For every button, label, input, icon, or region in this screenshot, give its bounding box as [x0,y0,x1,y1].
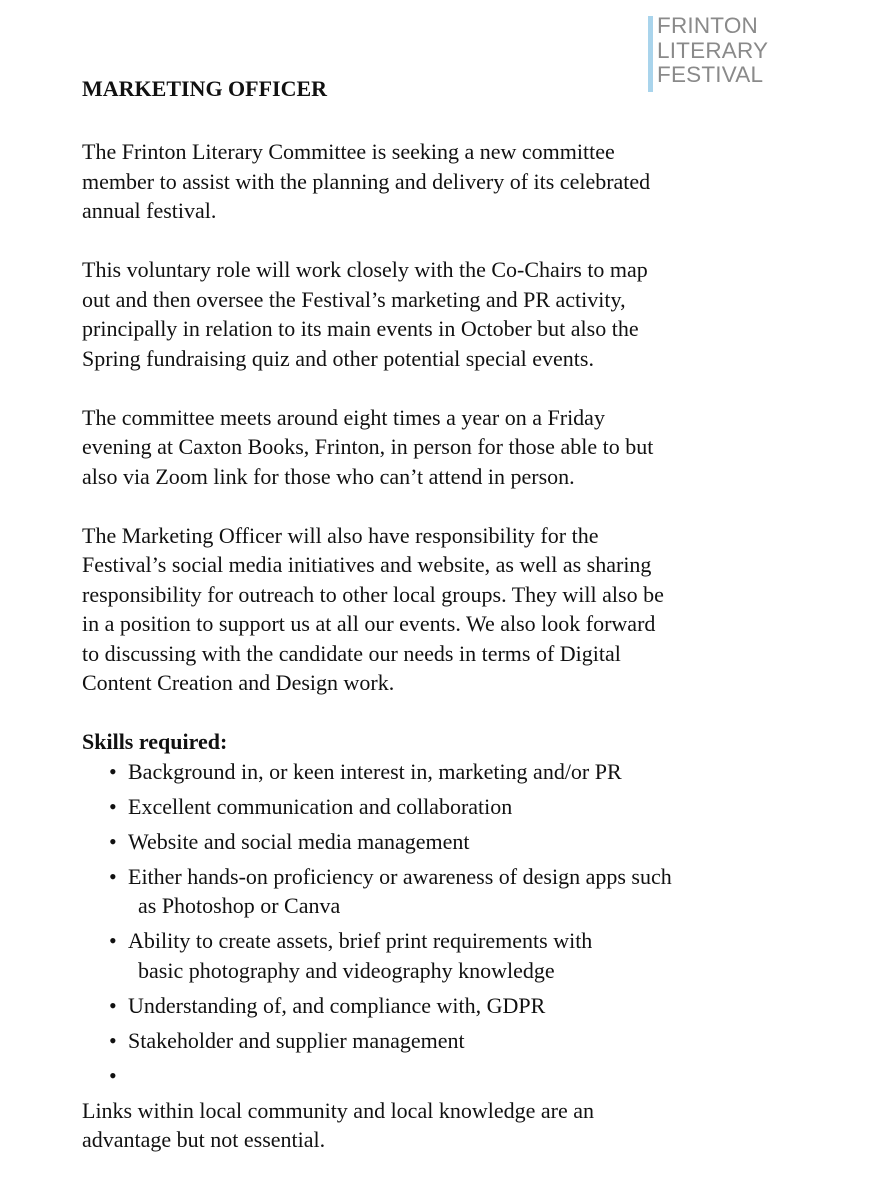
text-line: The Marketing Officer will also have responsibility for the [82,522,599,548]
skill-text: Excellent communication and collaboration [128,793,513,819]
paragraph-intro [82,137,842,226]
text-line: Content Creation and Design work. [82,670,395,695]
text-line: annual festival. [82,198,217,223]
bullet-icon: • [109,992,117,1018]
text-line: The Frinton Literary Committee is seeking a new committee [82,139,615,164]
text-line: Festival’s social media initiatives and website, as well as sharing [82,552,652,577]
logo-line-2: LITERARY [657,37,769,63]
skill-text-continued: as Photoshop or Canva [138,893,341,918]
text-line: out and then oversee the Festival’s marketing and PR activity, [82,286,626,312]
skill-text: Background in, or keen interest in, marketing and/or PR [128,758,622,784]
skill-text [128,1063,134,1088]
list-item [82,926,842,985]
document-body [82,74,842,1155]
skill-text: Website and social media management [128,828,470,854]
text-line: principally in relation to its main events in October but also the [82,316,639,341]
list-item [82,792,842,822]
paragraph-role [82,255,842,373]
skill-text: Stakeholder and supplier management [128,1027,465,1053]
bullet-icon: • [109,793,117,819]
logo-line-1: FRINTON [657,13,758,38]
list-item-empty [82,1061,842,1091]
text-line: The committee meets around eight times a year on a Friday [82,404,605,430]
text-line: advantage but not essential. [82,1127,326,1152]
skill-text: Either hands-on proficiency or awareness of design apps such [128,863,672,889]
skill-text: Ability to create assets, brief print requirements with [128,928,593,953]
text-line: Spring fundraising quiz and other potential special events. [82,345,594,371]
text-line: This voluntary role will work closely with the Co-Chairs to map [82,257,648,282]
bullet-icon: • [109,863,117,889]
closing-note [82,1096,842,1155]
paragraph-responsibilities [82,521,842,698]
bullet-icon: • [109,828,117,854]
list-item [82,827,842,857]
skill-text-continued: basic photography and videography knowledge [138,957,555,983]
list-item [82,991,842,1021]
skill-text: Understanding of, and compliance with, GDPR [128,992,546,1018]
text-line: evening at Caxton Books, Frinton, in person for those able to but [82,434,654,459]
skills-list [82,757,842,1091]
skills-heading: Skills required: [82,729,228,754]
bullet-icon: • [109,758,117,784]
text-line: member to assist with the planning and delivery of its celebrated [82,168,651,194]
text-line: responsibility for outreach to other local groups. They will also be [82,581,664,607]
list-item [82,862,842,921]
text-line: in a position to support us at all our events. We also look forward [82,611,656,636]
logo-line-3: FESTIVAL [657,62,764,87]
page-title: MARKETING OFFICER [82,76,328,101]
bullet-icon: • [109,1062,117,1088]
bullet-icon: • [109,928,117,953]
text-line: Links within local community and local knowledge are an [82,1097,594,1123]
list-item [82,1026,842,1056]
text-line: to discussing with the candidate our needs in terms of Digital [82,640,621,666]
text-line: also via Zoom link for those who can’t attend in person. [82,463,575,489]
bullet-icon: • [109,1027,117,1053]
list-item [82,757,842,787]
paragraph-meetings [82,403,842,492]
